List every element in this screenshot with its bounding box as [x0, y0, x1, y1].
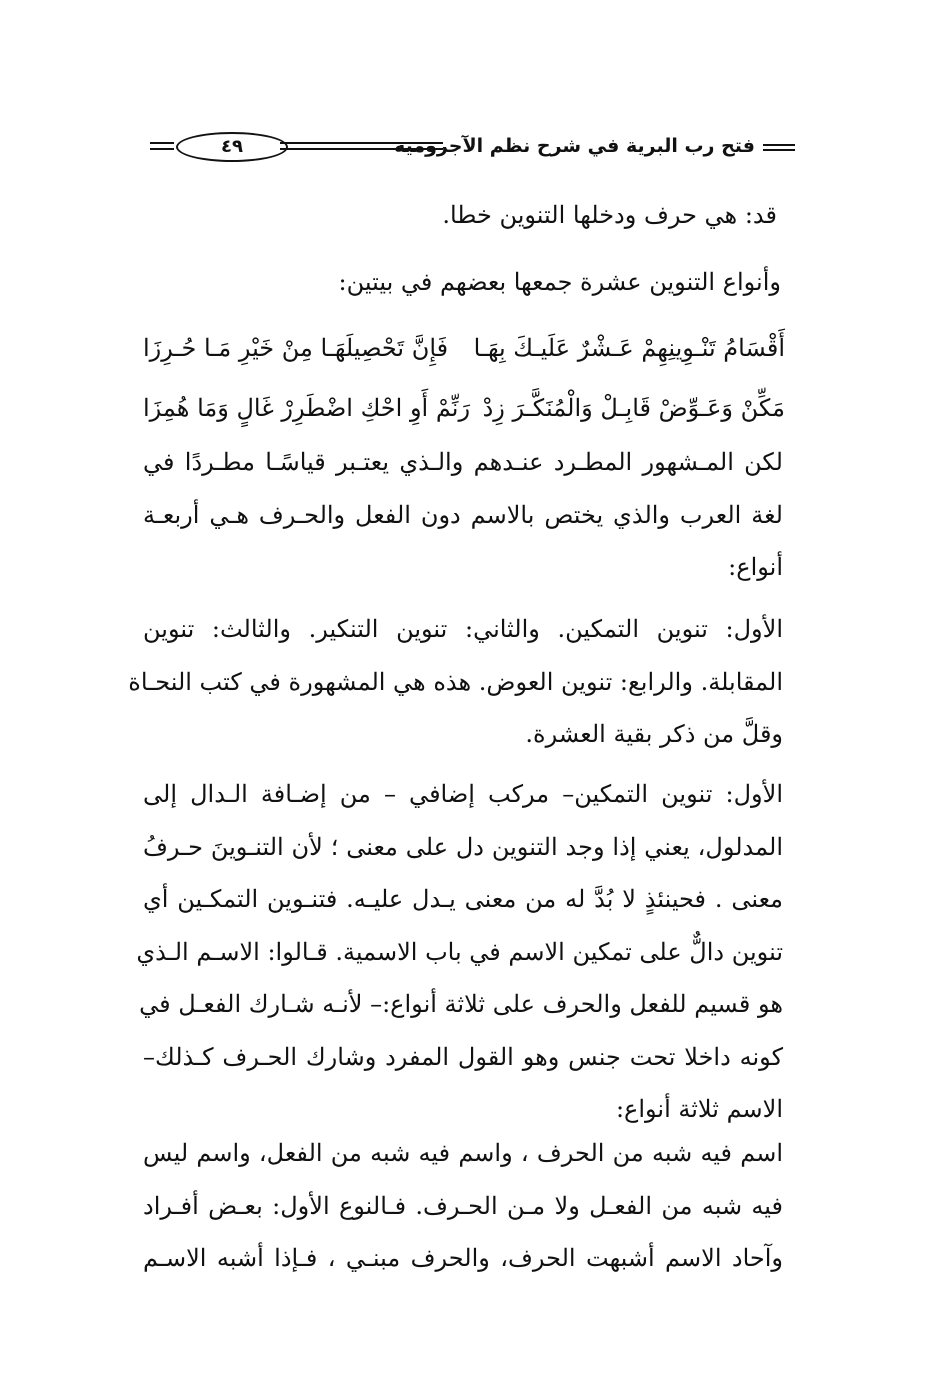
- intro-line-2: وأنواع التنوين عشرة جمعها بعضهم في بيتين:: [338, 268, 781, 296]
- paragraph-line: المدلول، يعني إذا وجد التنوين دل على معنى ؛ لأن التنـوينَ حـرفُ: [143, 832, 783, 861]
- paragraph-line: كونه داخلا تحت جنس وهو القول المفرد وشارك الحـرف كـذلك–: [143, 1042, 783, 1071]
- paragraph-line: تنوين دالٌّ على تمكين الاسم في باب الاسمية. قـالوا: الاسـم الـذي: [136, 937, 783, 966]
- paragraph-line: المقابلة. والرابع: تنوين العوض. هذه هي المشهورة في كتب النحـاة: [128, 667, 783, 696]
- header-ornament-left: [150, 142, 174, 144]
- paragraph-line: اسم فيه شبه من الحرف ، واسم فيه شبه من الفعل، واسم ليس: [143, 1139, 783, 1167]
- header-title: فتح رب البرية في شرح نظم الآجرومية: [394, 135, 755, 157]
- paragraph-4: [143, 1127, 783, 1285]
- paragraph-line: فيه شبه من الفعـل ولا مـن الحـرف. فـالنوع الأول: بعـض أفـراد: [143, 1191, 783, 1220]
- verse-1-second-hemistich: فَإِنَّ تَحْصِيلَهَـا مِنْ خَيْرِ مَـا حُـرِزَا: [143, 334, 449, 362]
- header-rule: [280, 142, 443, 144]
- paragraph-1: [143, 436, 783, 594]
- paragraph-line: هو قسيم للفعل والحرف على ثلاثة أنواع:– لأنـه شـارك الفعـل في: [139, 990, 783, 1018]
- paragraph-3: [136, 768, 783, 1136]
- page-number-frame: [176, 132, 288, 162]
- verse-2-first-hemistich: مَكِّنْ وَعَـوِّضْ قَابِـلْ وَالْمُنَكَّـرَ زِدْ: [482, 394, 785, 422]
- header-ornament-right: [763, 144, 795, 146]
- paragraph-line: الأول: تنوين التمكين– مركب إضافي – من إضـافة الـدال إلى: [143, 780, 783, 808]
- running-header: [150, 132, 795, 164]
- verse-1-first-hemistich: أَقْسَامُ تَنْـوِينِهِمْ عَـشْرٌ عَلَيـكَ بِهَـا: [473, 334, 785, 362]
- paragraph-line: لكن المـشهور المطـرد عنـدهم والـذي يعتـبر قياسًـا مطـردًا في: [143, 448, 783, 476]
- paragraph-line: الأول: تنوين التمكين. والثاني: تنوين التنكير. والثالث: تنوين: [143, 615, 783, 643]
- intro-line-1: قد: هي حرف ودخلها التنوين خطا.: [442, 201, 777, 229]
- paragraph-2: [128, 603, 783, 761]
- paragraph-line: وآحاد الاسم أشبهت الحرف، والحرف مبنـي ، فـإذا أشبه الاسـم: [143, 1244, 783, 1272]
- paragraph-line: لغة العرب والذي يختص بالاسم دون الفعل والحـرف هـي أربعـة: [143, 500, 783, 529]
- page-number: ٤٩: [221, 136, 243, 157]
- verse-2-second-hemistich: رَنِّمْ أَوِ احْكِ اضْطَرِرْ غَالٍ وَمَا هُمِزَا: [143, 394, 471, 422]
- paragraph-line: وقلَّ من ذكر بقية العشرة.: [525, 720, 783, 748]
- paragraph-line: معنى . فحينئذٍ لا بُدَّ له من معنى يـدل عليـه. فتنـوين التمكـين أي: [143, 885, 783, 913]
- paragraph-line: أنواع:: [728, 553, 783, 581]
- paragraph-line: الاسم ثلاثة أنواع:: [615, 1095, 783, 1123]
